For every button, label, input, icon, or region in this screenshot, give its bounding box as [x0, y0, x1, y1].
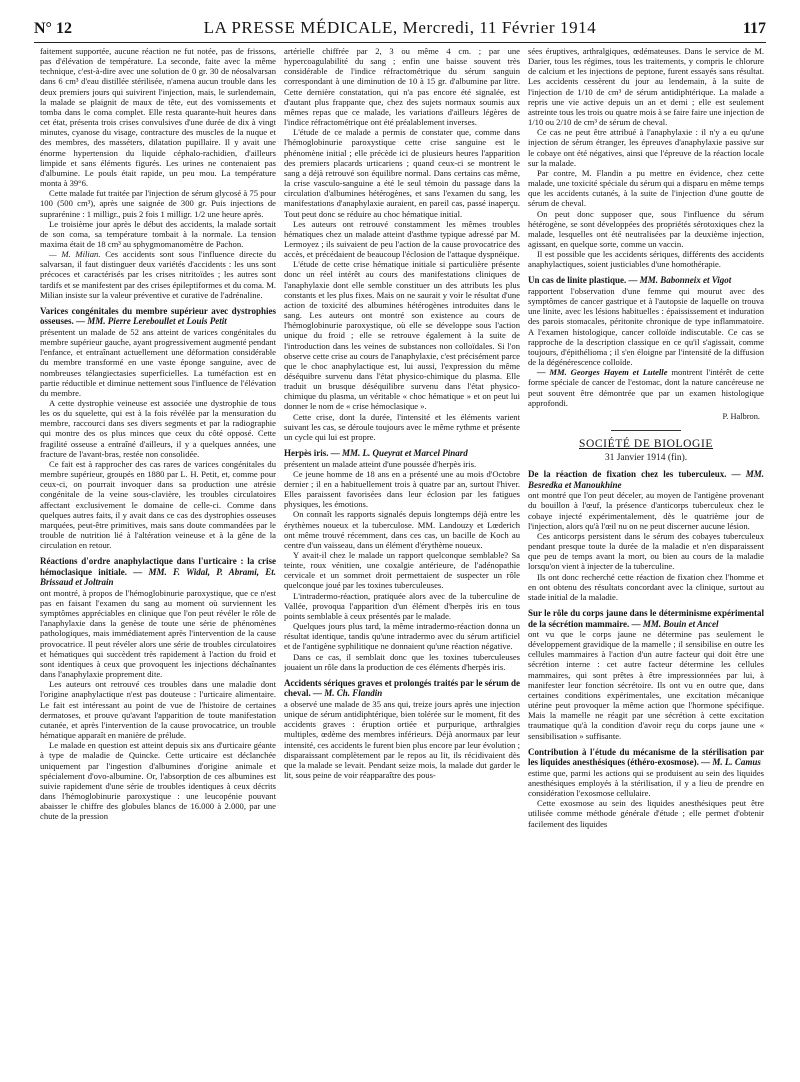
- paragraph: présentent un malade atteint d'une poussée d'herpès iris.: [284, 458, 477, 469]
- article-authors: — MM. Babonneix et Vigot: [628, 275, 732, 286]
- article-title: Varices congénitales du membre supérieur avec dystrophies osseuses.: [40, 305, 276, 327]
- paragraph: Ces anticorps persistent dans le sérum des cobayes tuberculeux pendant presque toute la durée de la maladie et n'en disparaissent que peu de temps avant la mort, ou bien au cours de la maladie lorsqu'on vient à injecter de la tuberculine.: [528, 530, 764, 572]
- paragraph: Les auteurs ont retrouvé ces troubles dans une maladie dont l'origine anaphylactique n'est pas douteuse : l'urticaire alimentaire. Le fait est intéressant au point de vue de l'histoire de certaines dermatoses, et prouve qu'avant l'apparition de toute manifestation cutanée, et après l'intervention de la cause provocatrice, un trouble hématique apparaît en manière de prélude.: [40, 679, 276, 741]
- paragraph: ont vu que le corps jaune ne détermine pas seulement le développement gravidique de la mamelle ; il sensibilise en outre les cellules mammaires à l'action d'un autre facteur qui doit être une sécrétion interne : cet autre facteur détermine les cellules mammaires, qui sont prêtes à être impressionnées par lui, à manifester leur fonction sécrétoire. Ils ont vu en outre que, dans certaines conditions expérimentales, une excitation mécanique utérine peut provoquer la même action que l'hormone spécifique. Mais la mamelle ne réagit par une sécrétion à cette excitation traumatique qu'à la condition d'avoir reçu du corps jaune une « sensibilisation » suffisante.: [528, 629, 764, 741]
- paragraph: L'étude de ce malade a permis de constater que, comme dans l'hémoglobinurie paroxystique cette crise sanguine est le phénomène initial ; elle précède ici de plusieurs heures l'apparition des premiers placards urticariens ; quand ceux-ci se montrent le sang a déjà retrouvé son équilibre normal. Dans certains cas même, la crise vasculo-sanguine a été le seul témoin du passage dans la circulation d'albumines hétérogènes, et sans l'examen du sang, les manifestations d'anaphylaxie auraient, en pareil cas, passé inaperçu. Tout peut donc se réduire au choc hématique initial.: [284, 127, 520, 219]
- paragraph: Le malade en question est atteint depuis six ans d'urticaire géante à type de maladie de Quincke. Cette urticaire est déclanchée uniquement par l'ingestion d'albumines d'origine animale et spécialement d'ovo-albumine. Or, l'absorption de ces albumines est suivie rapidement d'une série de troubles identiques à ceux décrits dans l'hémoglobinurie paroxystique : une leucopénie pouvant abaisser le chiffre des globules blancs de 16.000 à 2.000, par une chute de la pression: [40, 740, 276, 822]
- page-header: [34, 8, 766, 43]
- article-title: Sur le rôle du corps jaune dans le déterminisme expérimental de la sécrétion mammaire.: [528, 608, 764, 629]
- paragraph: Ce cas ne peut être attribué à l'anaphylaxie : il n'y a eu qu'une injection de sérum étranger, les épreuves d'anaphylaxie passive sur le cobaye ont été négatives, ainsi que l'épreuve de la réaction locale sur la malade.: [528, 127, 764, 168]
- paragraph: Ce fait est à rapprocher des cas rares de varices congénitales du membre supérieur, groupés en 1880 par L. H. Petit, et, comme pour ceux-ci, on pourrait invoquer dans sa production une atrésie congénitale de la veine sous-clavière, les troubles circulatoires affectant exclusivement le domaine de celle-ci. Comme dans quelques autres faits, il y avait dans ce cas des dystrophies osseuses marquées, peut-être primitives, mais sans doute commandées par le trouble de nutrition lié à l'altération veineuse et à la gêne de la circulation en retour.: [40, 458, 276, 551]
- paragraph: Cette crise, dont la durée, l'intensité et les éléments varient suivant les cas, se déroule toujours avec le même rythme et présente un cycle qui lui est propre.: [284, 411, 520, 442]
- paragraph: A cette dystrophie veineuse est associée une dystrophie de tous les os du squelette, qui est à la fois révélée par la mensuration du membre, raccourci dans ses divers segments et par la radiographie qui montre des os plus minces que ceux du côté opposé. Cette fragilité osseuse a entraîné d'ailleurs, il y a quelques années, une fracture de l'avant-bras, restée non consolidée.: [40, 398, 276, 459]
- article-title: Un cas de linite plastique.: [528, 275, 627, 286]
- paragraph: On connaît les rapports signalés depuis longtemps déjà entre les érythèmes noueux et la tuberculose. MM. Landouzy et Lœderich ont même trouvé récemment, dans ces cas, un bacille de Koch au centre d'un vaisseau, dans un élément d'érythème noueux.: [284, 509, 520, 550]
- paragraph: ont montré, à propos de l'hémoglobinurie paroxystique, que ce n'est pas en faisant l'examen du sang au moment où surviennent les symptômes appréciables en clinique que l'on peut révéler le rôle de l'anaphylaxie dans la genèse de toute une série de phénomènes pathologiques, mais immédiatement après l'intervention de la cause provocatrice. Il peut révéler alors une série de troubles circulatoires et hématiques qui succèdent très rapidement à l'action du froid et sont identiques à ceux que provoquent les injections déchaînantes dans l'anaphylaxie proprement dite.: [40, 587, 276, 680]
- paragraph: sées éruptives, arthralgiques, œdémateuses. Dans le service de M. Darier, tous les régimes, tous les traitements, y compris le chlorure de calcium et les injections de peptone, furent essayés sans résultat. Les accidents cessèrent du jour au lendemain, à la suite de l'injection de 1/10 de cm³ de sérum antidiphtérique. La malade a repris une vie active depuis un an et demi ; elle est seulement astreinte tous les trois ou quatre mois à se faire faire une injection de 1/10 ou 2/10 de cm³ de sérum de cheval.: [528, 46, 764, 128]
- paragraph-text: montrent l'intérêt de cette forme spéciale de cancer de l'estomac, dont la nature cancéreuse ne peut souvent être démontrée que par un examen histologique approfondi.: [528, 367, 764, 408]
- paragraph: [528, 367, 764, 408]
- article-heading: [284, 448, 520, 459]
- paragraph: présentent un malade de 52 ans atteint de varices congénitales du membre supérieur gauche, ayant progressivement augmenté pendant l'enfance, et entraînant actuellement une déformation considérable du membre transformé en une vaste éponge sanguine, avec de nombreuses télangiectasies superficielles. La tuméfaction est en partie réductible et diminue nettement sous l'influence de l'élévation du membre.: [40, 326, 276, 398]
- paragraph: On peut donc supposer que, sous l'influence du sérum hétérogène, se sont développées des propriétés sérotoxiques chez la malade, lesquelles ont été neutralisées par la deuxième injection, agissant, en quelque sorte, comme un vaccin.: [528, 208, 764, 249]
- column-1: [40, 46, 276, 1076]
- paragraph: Ils ont donc recherché cette réaction de fixation chez l'homme et en ont obtenu des résultats concordant avec la clinique, surtout au stade initial de la maladie.: [528, 571, 764, 602]
- article-title: Herpès iris.: [284, 448, 329, 459]
- article-heading: [284, 678, 520, 699]
- article-authors: — M. Ch. Flandin: [313, 688, 383, 699]
- paragraph: estime que, parmi les actions qui se produisent au sein des liquides anesthésiques employés à la stérilisation, il y a lieu de prendre en considération l'exosmose cellulaire.: [528, 767, 764, 799]
- article-title: Contribution à l'étude du mécanisme de la stérilisation par les liquides anesthésiques (éthéro-exosmose).: [528, 746, 764, 768]
- article-heading: [528, 275, 764, 286]
- paragraph: L'étude de cette crise hématique initiale si particulière présente donc un réel intérêt au cours des manifestations cliniques de l'anaphylaxie dont elle semble constituer un des attributs les plus constants et les plus fixes. Mais on ne saurait y voir le résultat d'une action de toxicité des albumines hétérogènes introduites dans le sang. Les auteurs ont montré son existence au cours de l'hémoglobinurie paroxystique, où elle se développe sous l'action unique du froid ; elle se retrouve également à la suite de l'introduction dans les veines de substances non colloïdales. Si l'on observe cette crise au cours de l'anaphylaxie, c'est précisément parce que le choc anaphylactique est, lui aussi, l'expression du même déséquibre survenu dans l'état physico-chimique du plasma. Elle traduit un brusque déséquilibre survenu dans l'état physico-chimique du plasma, un véritable « choc hématique » et on peut lui donner le nom de « crise hémoclasique ».: [284, 259, 520, 412]
- paragraph: Dans ce cas, il semblait donc que les toxines tuberculeuses jouaient un rôle dans la production de ces éléments d'herpès iris.: [284, 651, 520, 672]
- paragraph: Y avait-il chez le malade un rapport quelconque semblable? Sa teinte, roux vénitien, une coxalgie antérieure, de l'adénopathie cervicale et un sommet droit permettaient de suspecter un rôle quelconque joué par les toxines tuberculeuses.: [284, 550, 520, 591]
- paragraph: rapportent l'observation d'une femme qui mourut avec des symptômes de cancer gastrique et à l'autopsie de laquelle on trouva une linite, avec les lésions habituelles : épaississement et induration des parois stomacales, péritonite chronique de type inflammatoire. A l'examen histologique, cancer colloïde indiscutable. Ce cas se rapproche de la description classique en ce qu'il s'agissait, comme toujours, d'épithélioma ; il s'en éloigne par l'intensité de la diffusion de la dégénérescence colloïde.: [528, 285, 764, 368]
- article-heading: [40, 306, 276, 327]
- journal-title: LA PRESSE MÉDICALE, Mercredi, 11 Février 1914: [203, 18, 597, 37]
- article-heading: [528, 469, 764, 490]
- paragraph: a observé une malade de 35 ans qui, treize jours après une injection unique de sérum antidiphtérique, bien tolérée sur le moment, fit des accidents graves : éruption ortiée et purpurique, arthralgies multiples, œdème des membres inférieurs. Déjà anormaux par leur intensité, ces accidents le furent bien plus encore par leur évolution ; disparaissant complètement par le repos au lit, ils récidivaient dès que la malade se levait. Pendant seize mois, la malade dut garder le lit, sous peine de voir réapparaître des pous-: [284, 698, 520, 780]
- column-3: [528, 46, 764, 1076]
- article-title: De la réaction de fixation chez les tuberculeux.: [528, 469, 727, 480]
- paragraph: Ce jeune homme de 18 ans en a présenté une au mois d'Octobre dernier ; il en a habituellement trois à quatre par an, surtout l'hiver. Elles paraissent favorisées dans leur éclosion par les fatigues physiques, les émotions.: [284, 468, 520, 510]
- issue-number: N° 12: [34, 20, 72, 37]
- author-name: — MM. Georges Hayem et Lutelle: [537, 367, 668, 378]
- paragraph: [40, 249, 276, 300]
- paragraph: Cette malade fut traitée par l'injection de sérum glycosé à 75 pour 100 (500 cm³), après une saignée de 300 gr. Puis injections de suprarénine : 1 milligr., puis 2 fois 1 milligr. 1/2 une heure après.: [40, 188, 276, 219]
- paragraph: Par contre, M. Flandin a pu mettre en évidence, chez cette malade, une toxicité spéciale du sérum qui a disparu en même temps que les accidents cutanés, à la suite de l'injection d'une goutte de sérum de cheval.: [528, 167, 764, 209]
- author-name: — M. Milian.: [49, 249, 101, 260]
- signature: P. Halbron.: [722, 411, 760, 421]
- paragraph: Quelques jours plus tard, la même intradermo-réaction donna un résultat identique, tandis qu'une intradermo avec du sérum artificiel et de l'antigène syphilitique ne donnaient qu'une réaction négative.: [284, 621, 520, 652]
- article-authors: — MM. Pierre Lereboullet et Louis Petit: [76, 316, 227, 327]
- article-title: Accidents sériques graves et prolongés traités par le sérum de cheval.: [284, 677, 520, 699]
- article-authors: — MM. Besredka et Manoukhine: [528, 469, 764, 490]
- paragraph: ont montré que l'on peut déceler, au moyen de l'antigène provenant du bouillon à l'œuf, la présence d'anticorps tuberculeux chez le cobaye injecté expérimentalement, dès le quatrième jour de l'injection, alors qu'à l'œil nu on ne peut discerner aucune lésion.: [528, 490, 764, 531]
- article-authors: — MM. F. Widal, P. Abrami, Et. Brissaud et Joltrain: [40, 566, 276, 588]
- column-2: [284, 46, 520, 1076]
- paragraph: faitement supportée, aucune réaction ne fut notée, pas de frissons, pas d'élévation de température. La seconde, faite avec la même technique, c'est-à-dire avec une solution de 0 gr. 30 de néosalvarsan dans 6 cm³ d'eau distillée stérilisée, n'amena aucun trouble dans les deux premiers jours qui suivirent l'injection, mais, le surlendemain, la malade se plaignit de maux de tête, eut des vomissements et tomba dans le coma complet. Elle resta quarante-huit heures dans cet état, présenta trois crises convulsives d'une durée de dix à vingt minutes, cyanose du visage, contracture des muscles de la nuque et des membres, des masséters, dilatation pupillaire. Il y avait une énorme hypertension du liquide céphalo-rachidien, d'ailleurs limpide et sans éléments figurés. Les urines ne contenaient pas d'albumine. Le pouls était rapide, un peu mou. La température monta à 39°6.: [40, 46, 276, 189]
- section-title: SOCIÉTÉ DE BIOLOGIE: [578, 437, 714, 450]
- section-divider: [611, 430, 681, 431]
- paragraph: Cette exosmose au sein des liquides anesthésiques peut être utilisée comme méthode générale d'étude ; elle permet d'obtenir facilement des liquides: [528, 798, 764, 829]
- session-date: 31 Janvier 1914 (fin).: [604, 453, 688, 464]
- article-authors: — M. L. Camus: [701, 757, 761, 768]
- paragraph: Les auteurs ont retrouvé constamment les mêmes troubles hématiques chez un malade atteint d'asthme typique adressé par M. Lermoyez ; ils suivaient de peu l'action de la cause provocatrice des accès, et précédaient de beaucoup l'éclosion de l'attaque dyspnéique.: [284, 218, 520, 260]
- paragraph: L'intradermo-réaction, pratiquée alors avec de la tuberculine de Vallée, provoqua l'apparition d'un élément d'herpès iris en tous points semblable à ceux présentés par le malade.: [284, 590, 520, 621]
- article-heading: [528, 747, 764, 768]
- article-heading: [528, 608, 764, 629]
- page-number: 117: [742, 20, 766, 37]
- article-authors: — MM. Bouin et Ancel: [631, 618, 719, 629]
- paragraph: artérielle chiffrée par 2, 3 ou même 4 cm. ; par une hypercoagulabilité du sang ; enfin une baisse souvent très considérable de l'indice réfractométrique du sérum sanguin correspondant à une diminution de 10 à 15 gr. d'albumine par litre. Cette dernière constatation, qui n'a pas encore été signalée, est d'autant plus frappante que, chez des sujets normaux soumis aux mêmes repas que ce malade, les variations d'ailleurs légères de l'indice réfractométrique ont été préalablement inverses.: [284, 46, 520, 128]
- paragraph-text: Ces accidents sont sous l'influence directe du salvarsan, il faut distinguer deux variétés d'accidents : les uns sont précoces et caractérisés par les crises nitritoïdes ; les autres sont tardifs et se manifestent par des crises épileptiformes et du coma. M. Milian insiste sur la valeur préventive et curative de l'adrénaline.: [40, 249, 276, 300]
- paragraph: Le troisième jour après le début des accidents, la malade sortait de son coma, sa température tombait à la normale. La tension maxima était de 18 cm³ au sphygmomanomètre de Pachon.: [40, 218, 276, 249]
- article-heading: [40, 556, 276, 588]
- article-title: Réactions d'ordre anaphylactique dans l'urticaire : la crise hémoclasique initiale.: [40, 556, 276, 577]
- article-authors: — MM. L. Queyrat et Marcel Pinard: [330, 448, 468, 459]
- paragraph: Il est possible que les accidents sériques, différents des accidents anaphylactiques, soient justiciables d'une homothérapie.: [528, 249, 764, 270]
